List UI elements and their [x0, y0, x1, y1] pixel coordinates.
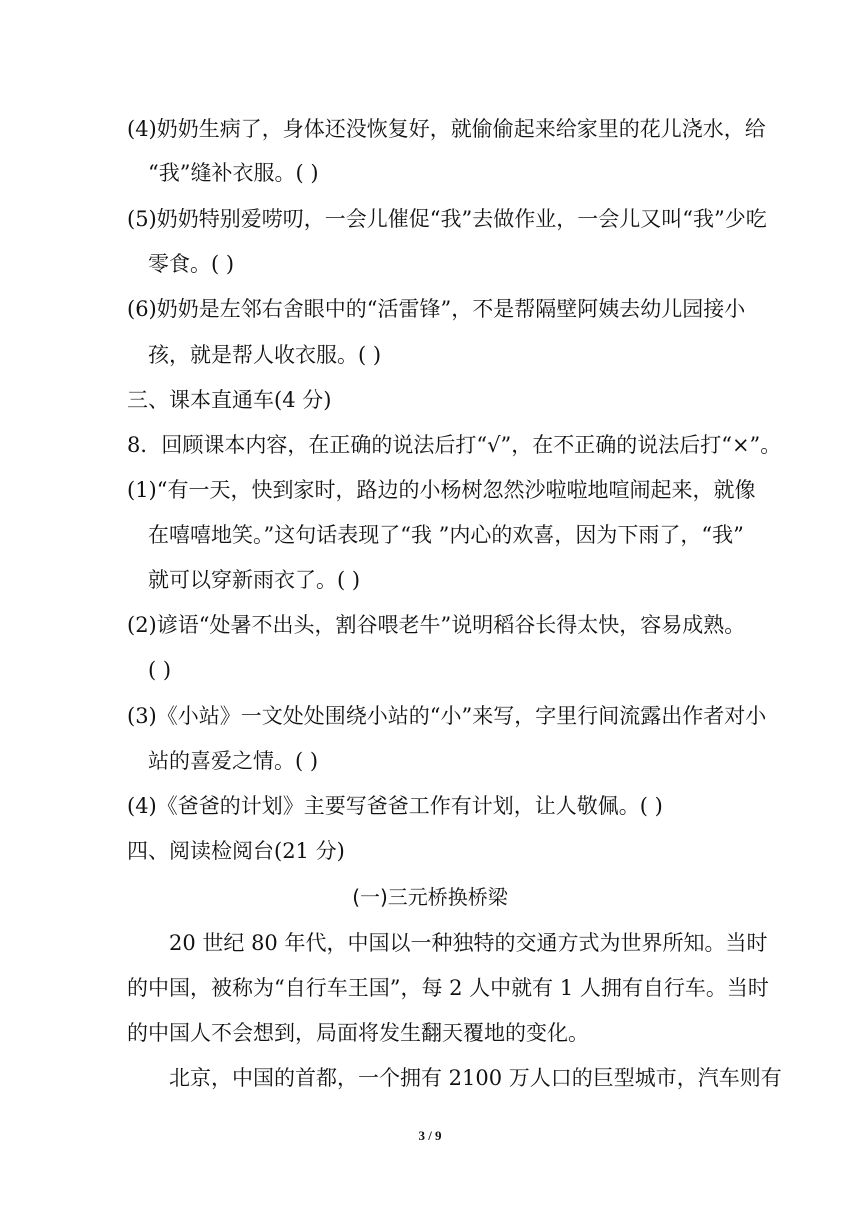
- page-number: 3 / 9: [418, 1128, 442, 1143]
- q8-item-3: (3)《小站》一文处处围绕小站的“小”来写，字里行间流露出作者对小: [127, 704, 767, 728]
- passage-line: 的中国，被称为“自行车王国”，每 2 人中就有 1 人拥有自行车。当时: [127, 976, 769, 1000]
- q8-item-1-cont: 在嘻嘻地笑。”这句话表现了“我 ”内心的欢喜，因为下雨了，“我”: [148, 523, 744, 547]
- passage-line: 北京，中国的首都，一个拥有 2100 万人口的巨型城市，汽车则有: [169, 1066, 782, 1090]
- question-item-6-cont: 孩，就是帮人收衣服。( ): [148, 343, 382, 367]
- q8-item-4: (4)《爸爸的计划》主要写爸爸工作有计划，让人敬佩。( ): [127, 794, 663, 818]
- q8-item-1-cont2: 就可以穿新雨衣了。( ): [148, 568, 361, 592]
- question-item-4: (4)奶奶生病了，身体还没恢复好，就偷偷起来给家里的花儿浇水，给: [127, 117, 766, 141]
- question-item-6: (6)奶奶是左邻右舍眼中的“活雷锋”，不是帮隔壁阿姨去幼儿园接小: [127, 297, 746, 321]
- section-heading-4: 四、阅读检阅台(21 分): [127, 839, 345, 863]
- q8-item-1: (1)“有一天，快到家时，路边的小杨树忽然沙啦啦地喧闹起来，就像: [127, 478, 756, 502]
- q8-item-2-cont: ( ): [148, 658, 172, 682]
- q8-item-2: (2)谚语“处暑不出头，割谷喂老牛”说明稻谷长得太快，容易成熟。: [127, 613, 746, 637]
- question-8-instruction: 8．回顾课本内容，在正确的说法后打“√”，在不正确的说法后打“×”。: [127, 433, 782, 457]
- section-heading-3: 三、课本直通车(4 分): [127, 388, 332, 412]
- question-item-5: (5)奶奶特别爱唠叨，一会儿催促“我”去做作业，一会儿又叫“我”少吃: [127, 207, 767, 231]
- reading-title: (一)三元桥换桥梁: [352, 885, 508, 909]
- question-item-5-cont: 零食。( ): [148, 252, 235, 276]
- passage-line: 20 世纪 80 年代，中国以一种独特的交通方式为世界所知。当时: [169, 931, 768, 955]
- question-item-4-cont: “我”缝补衣服。( ): [148, 161, 319, 185]
- q8-item-3-cont: 站的喜爱之情。( ): [148, 749, 319, 773]
- passage-line: 的中国人不会想到，局面将发生翻天覆地的变化。: [127, 1021, 589, 1045]
